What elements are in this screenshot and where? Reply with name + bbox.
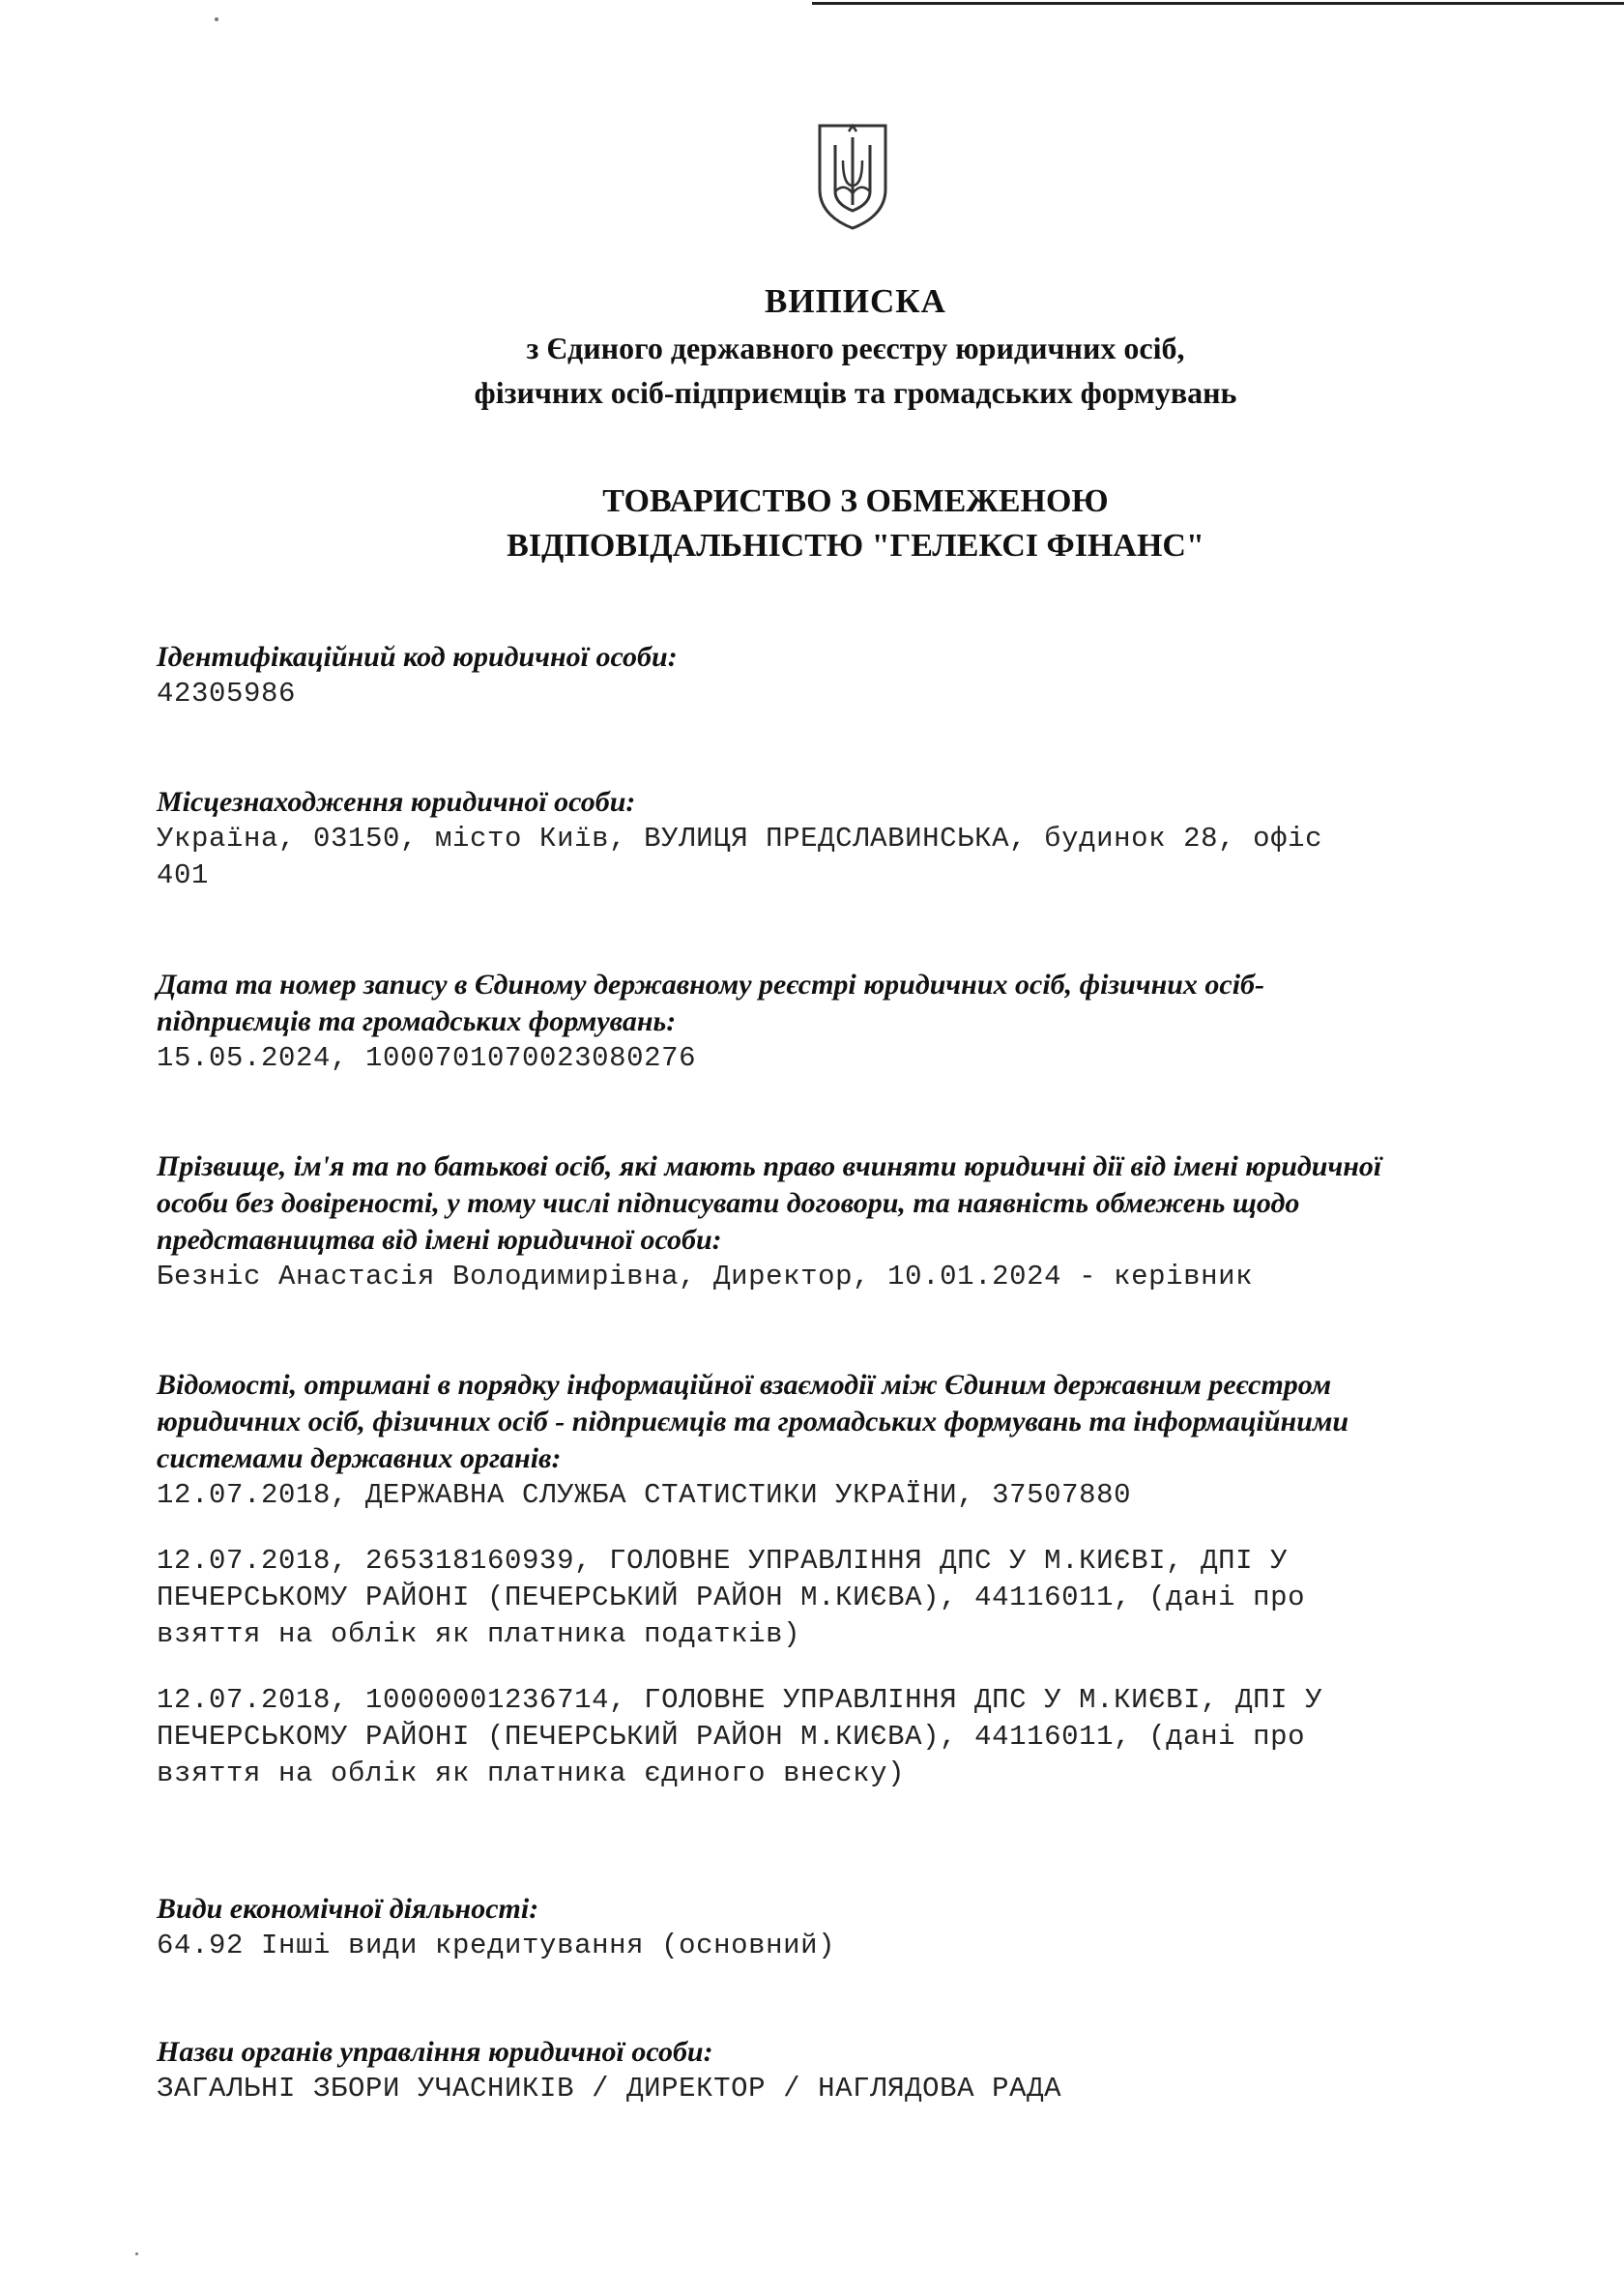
section-interaction-info: [157, 1367, 1549, 1792]
document-title: ВИПИСКА: [765, 282, 946, 320]
section-value: Безніс Анастасія Володимирівна, Директор, 10.01.2024 - керівник: [157, 1261, 1254, 1292]
info-entry: 12.07.2018, 265318160939, ГОЛОВНЕ УПРАВЛІННЯ ДПС У М.КИЄВІ, ДПІ У ПЕЧЕРСЬКОМУ РАЙОНІ (ПЕЧЕРСЬКИЙ РАЙОН М.КИЄВА), 44116011, (дані про взяття на облік як платника податків): [157, 1545, 1306, 1650]
coat-of-arms-icon: [814, 122, 891, 230]
section-address: [157, 784, 1549, 894]
scan-speck: [215, 17, 218, 21]
info-entry: 12.07.2018, ДЕРЖАВНА СЛУЖБА СТАТИСТИКИ УКРАЇНИ, 37507880: [157, 1479, 1132, 1511]
section-label: Ідентифікаційний код юридичної особи:: [157, 641, 678, 673]
section-identification-code: [157, 639, 1549, 712]
section-value: Україна, 03150, місто Київ, ВУЛИЦЯ ПРЕДСЛАВИНСЬКА, будинок 28, офіс 401: [157, 823, 1323, 891]
section-label: Відомості, отримані в порядку інформаційної взаємодії між Єдиним державним реєстром юридичних осіб, фізичних осіб - підприємців та громадських формувань та інформаційними системами державних органів:: [157, 1369, 1349, 1474]
section-label: Назви органів управління юридичної особи:: [157, 2036, 713, 2068]
section-economic-activity: [157, 1891, 1549, 1964]
section-label: Місцезнаходження юридичної особи:: [157, 786, 636, 818]
section-value: 42305986: [157, 678, 297, 710]
info-entry: 12.07.2018, 10000001236714, ГОЛОВНЕ УПРАВЛІННЯ ДПС У М.КИЄВІ, ДПІ У ПЕЧЕРСЬКОМУ РАЙОНІ (ПЕЧЕРСЬКИЙ РАЙОН М.КИЄВА), 44116011, (дані про взяття на облік як платника єдиного внеску): [157, 1684, 1323, 1789]
section-governing-bodies: [157, 2034, 1549, 2107]
section-label: Дата та номер запису в Єдиному державному реєстрі юридичних осіб, фізичних осіб- підприємців та громадських формувань:: [157, 969, 1265, 1037]
document-subtitle-line2: фізичних осіб-підприємців та громадських формувань: [474, 375, 1237, 410]
organization-name-line1: ТОВАРИСТВО З ОБМЕЖЕНОЮ: [602, 483, 1109, 519]
section-authorized-persons: [157, 1148, 1549, 1295]
section-value: 64.92 Інші види кредитування (основний): [157, 1930, 836, 1961]
top-edge-line: [812, 2, 1624, 5]
section-value: ЗАГАЛЬНІ ЗБОРИ УЧАСНИКІВ / ДИРЕКТОР / НАГЛЯДОВА РАДА: [157, 2073, 1062, 2105]
organization-name-line2: ВІДПОВІДАЛЬНІСТЮ "ГЕЛЕКСІ ФІНАНС": [507, 528, 1204, 564]
section-label: Прізвище, ім'я та по батькові осіб, які мають право вчиняти юридичні дії від імені юридичної особи без довіреності, у тому числі підписувати договори, та наявність обмежень щодо представництва від імені юридичної особи:: [157, 1150, 1382, 1256]
section-value: 15.05.2024, 1000701070023080276: [157, 1042, 697, 1074]
section-registry-record: [157, 967, 1549, 1077]
section-label: Види економічної діяльності:: [157, 1893, 539, 1925]
document-subtitle-line1: з Єдиного державного реєстру юридичних осіб,: [526, 331, 1185, 365]
scan-speck: [135, 2252, 138, 2255]
